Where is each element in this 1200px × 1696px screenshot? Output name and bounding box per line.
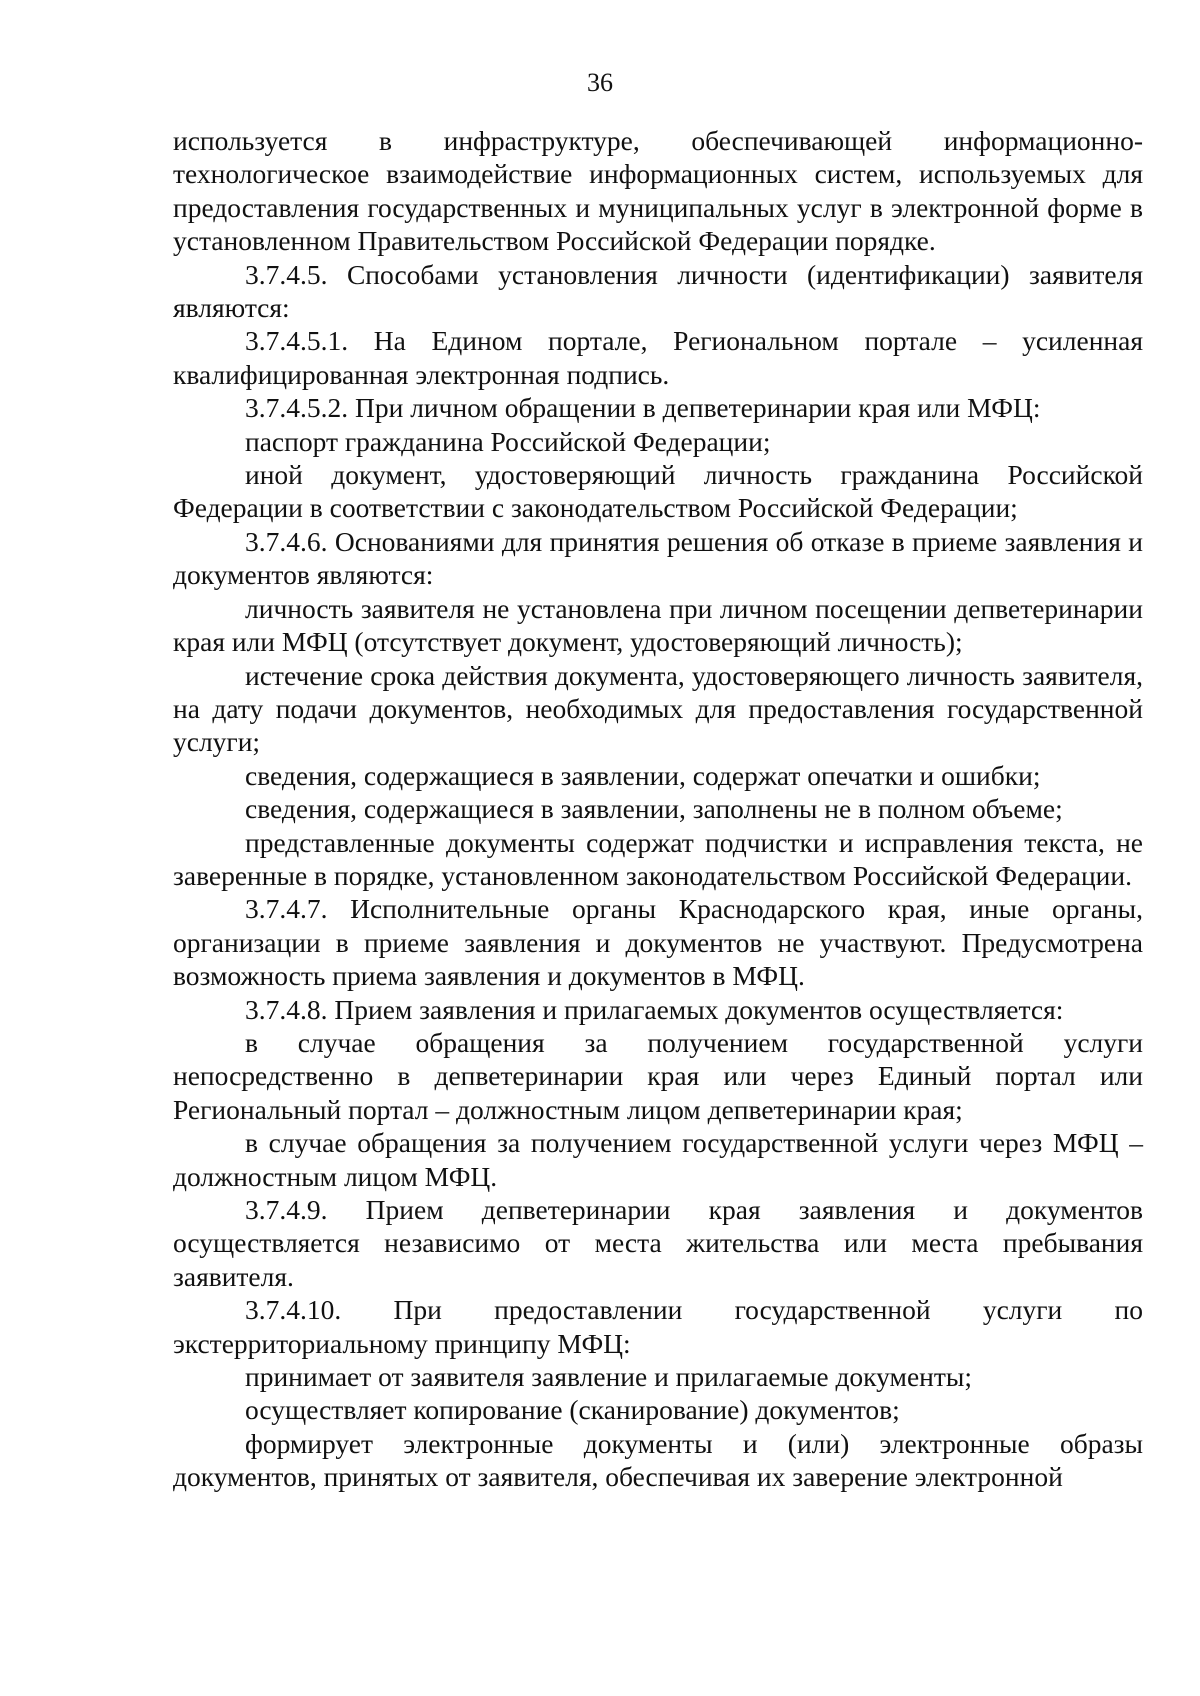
paragraph: 3.7.4.5.1. На Едином портале, Региональном портале – усиленная квалифицированная электронная подпись. bbox=[173, 325, 1143, 390]
paragraph: паспорт гражданина Российской Федерации; bbox=[245, 425, 771, 457]
paragraph: осуществляет копирование (сканирование) документов; bbox=[245, 1394, 900, 1426]
paragraph: 3.7.4.5. Способами установления личности (идентификации) заявителя являются: bbox=[173, 258, 1143, 324]
page-number: 36 bbox=[587, 68, 613, 97]
paragraph: в случае обращения за получением государственной услуги непосредственно в депветеринарии края или через Единый портал или Региональный портал – должностным лицом депветеринарии края; bbox=[173, 1026, 1143, 1125]
paragraph: 3.7.4.6. Основаниями для принятия решения об отказе в приеме заявления и документов являются: bbox=[173, 525, 1143, 591]
paragraph: 3.7.4.10. При предоставлении государственной услуги по экстерриториальному принципу МФЦ: bbox=[173, 1294, 1143, 1359]
paragraph: личность заявителя не установлена при личном посещении депветеринарии края или МФЦ (отсутствует документ, удостоверяющий личность); bbox=[173, 592, 1143, 658]
paragraph: 3.7.4.5.2. При личном обращении в депветеринарии края или МФЦ: bbox=[245, 392, 1041, 424]
paragraph: представленные документы содержат подчистки и исправления текста, не заверенные в порядке, установленном законодательством Российской Федерации. bbox=[173, 826, 1143, 891]
document-body bbox=[173, 124, 1143, 1494]
paragraph: иной документ, удостоверяющий личность гражданина Российской Федерации в соответствии с законодательством Российской Федерации; bbox=[173, 459, 1143, 524]
paragraph: сведения, содержащиеся в заявлении, заполнены не в полном объеме; bbox=[245, 793, 1063, 825]
paragraph: сведения, содержащиеся в заявлении, содержат опечатки и ошибки; bbox=[245, 759, 1041, 791]
paragraph: 3.7.4.7. Исполнительные органы Краснодарского края, иные органы, организации в приеме заявления и документов не участвуют. Предусмотрена возможность приема заявления и документов в МФЦ. bbox=[173, 893, 1143, 992]
paragraph: используется в инфраструктуре, обеспечивающей информационно-технологическое взаимодействие информационных систем, используемых для предоставления государственных и муниципальных услуг в электронной форме в установленном Правительством Российской Федерации порядке. bbox=[173, 125, 1143, 257]
paragraph: истечение срока действия документа, удостоверяющего личность заявителя, на дату подачи документов, необходимых для предоставления государственной услуги; bbox=[173, 659, 1143, 758]
paragraph: 3.7.4.8. Прием заявления и прилагаемых документов осуществляется: bbox=[245, 993, 1064, 1025]
paragraph: в случае обращения за получением государственной услуги через МФЦ – должностным лицом МФЦ. bbox=[173, 1127, 1143, 1192]
paragraph: формирует электронные документы и (или) электронные образы документов, принятых от заявителя, обеспечивая их заверение электронной bbox=[173, 1427, 1143, 1493]
paragraph: 3.7.4.9. Прием депветеринарии края заявления и документов осуществляется независимо от места жительства или места пребывания заявителя. bbox=[173, 1194, 1143, 1292]
paragraph: принимает от заявителя заявление и прилагаемые документы; bbox=[245, 1361, 973, 1393]
